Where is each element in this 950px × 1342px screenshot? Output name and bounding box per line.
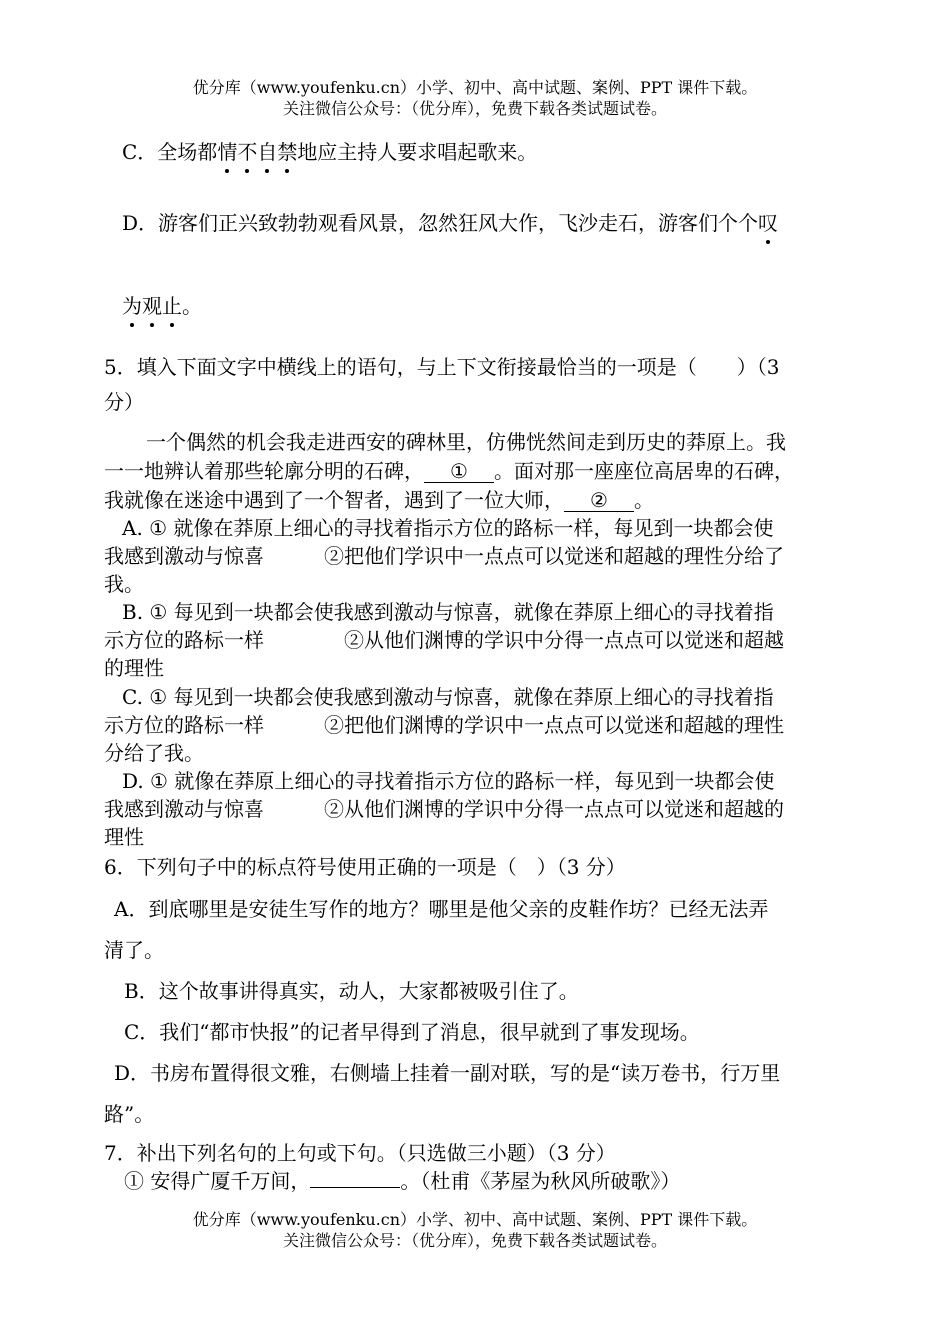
q7-stem: 7．补出下列名句的上句或下句。（只选做三小题）（3 分） [104, 1141, 616, 1165]
q5-option-b-line1: B. ① 每见到一块都会使我感到激动与惊喜，就像在莽原上细心的寻找着指 [122, 600, 774, 624]
q4-c-prefix: C．全场都 [122, 140, 218, 164]
answer-blank [310, 1187, 400, 1188]
q6-option-c: C．我们“都市快报”的记者早得到了消息，很早就到了事发现场。 [124, 1020, 700, 1044]
q4-d-text: D．游客们正兴致勃勃观看风景，忽然狂风大作，飞沙走石，游客们个个 [122, 211, 759, 235]
emphasis-char: 不 [237, 140, 258, 164]
q7-item-1-prefix: ① 安得广厦千万间， [124, 1169, 311, 1193]
emphasis-char: 禁 [277, 140, 298, 164]
q4-option-d-line1 [122, 211, 778, 235]
q4-option-c [122, 140, 537, 164]
emphasis-char: 叹 [758, 211, 779, 235]
q4-c-suffix: 地应主持人要求唱起歌来。 [297, 140, 538, 164]
q5-stem-line2: 分） [104, 390, 144, 414]
q6-stem: 6．下列句子中的标点符号使用正确的一项是（ ）（3 分） [104, 855, 626, 879]
footer-line-1: 优分库（www.youfenku.cn）小学、初中、高中试题、案例、PPT 课件下载。 [192, 1210, 758, 1229]
q5-option-a-line3: 我。 [104, 572, 144, 596]
header-line-2: 关注微信公众号：（优分库），免费下载各类试题试卷。 [282, 99, 667, 118]
q5-option-d-line2: 我感到激动与惊喜 ②从他们渊博的学识中分得一点点可以觉迷和超越的 [104, 797, 784, 821]
q5-option-a-line1: A. ① 就像在莽原上细心的寻找着指示方位的路标一样，每见到一块都会使 [122, 516, 774, 540]
emphasis-char: 情 [217, 140, 238, 164]
q5-option-b-line3: 的理性 [104, 656, 164, 680]
footer-line-2: 关注微信公众号：（优分库），免费下载各类试题试卷。 [282, 1231, 667, 1250]
header-line-1: 优分库（www.youfenku.cn）小学、初中、高中试题、案例、PPT 课件下载。 [192, 78, 758, 97]
q5-passage-text: 一一地辨认着那些轮廓分明的石碑， [104, 459, 424, 483]
emphasis-char: 观 [142, 294, 162, 318]
q5-option-c-line1: C. ① 每见到一块都会使我感到激动与惊喜，就像在莽原上细心的寻找着指 [122, 685, 774, 709]
q5-passage-line2 [104, 459, 794, 483]
q6-option-d-line2: 路”。 [104, 1102, 155, 1126]
blank-1: ① [424, 460, 494, 483]
q5-stem-line1: 5．填入下面文字中横线上的语句，与上下文衔接最恰当的一项是（ ）（3 [104, 355, 780, 379]
q5-option-d-line3: 理性 [104, 825, 144, 849]
q5-option-a-line2: 我感到激动与惊喜 ②把他们学识中一点点可以觉迷和超越的理性分给了 [104, 544, 784, 568]
q5-passage-text: 我就像在迷途中遇到了一个智者，遇到了一位大师， [104, 488, 564, 512]
q5-passage-text: 。面对那一座座位高居卑的石碑， [494, 459, 794, 483]
q6-option-a-line1: A．到底哪里是安徒生写作的地方？哪里是他父亲的皮鞋作坊？已经无法弄 [114, 897, 769, 921]
emphasis-char: 止 [162, 294, 182, 318]
q5-option-b-line2: 示方位的路标一样 ②从他们渊博的学识中分得一点点可以觉迷和超越 [104, 628, 784, 652]
q5-passage-line1: 一个偶然的机会我走进西安的碑林里，仿佛恍然间走到历史的莽原上。我 [146, 430, 786, 454]
emphasis-char: 为 [122, 294, 142, 318]
emphasis-char: 自 [257, 140, 278, 164]
q5-option-c-line3: 分给了我。 [104, 741, 204, 765]
q5-passage-line3 [104, 488, 654, 512]
blank-2: ② [564, 489, 634, 512]
q6-option-b: B．这个故事讲得真实，动人，大家都被吸引住了。 [124, 979, 579, 1003]
q4-option-d-line2 [122, 294, 202, 318]
q7-item-1 [124, 1169, 680, 1193]
q4-d-suffix: 。 [182, 294, 202, 318]
q5-option-c-line2: 示方位的路标一样 ②把他们渊博的学识中一点点可以觉迷和超越的理性 [104, 713, 784, 737]
q5-passage-text: 。 [634, 488, 654, 512]
q5-option-d-line1: D. ① 就像在莽原上细心的寻找着指示方位的路标一样，每见到一块都会使 [122, 769, 775, 793]
q6-option-d-line1: D．书房布置得很文雅，右侧墙上挂着一副对联，写的是“读万卷书，行万里 [114, 1061, 781, 1085]
q7-item-1-suffix: 。（杜甫《茅屋为秋风所破歌》） [400, 1169, 681, 1193]
q6-option-a-line2: 清了。 [104, 938, 164, 962]
